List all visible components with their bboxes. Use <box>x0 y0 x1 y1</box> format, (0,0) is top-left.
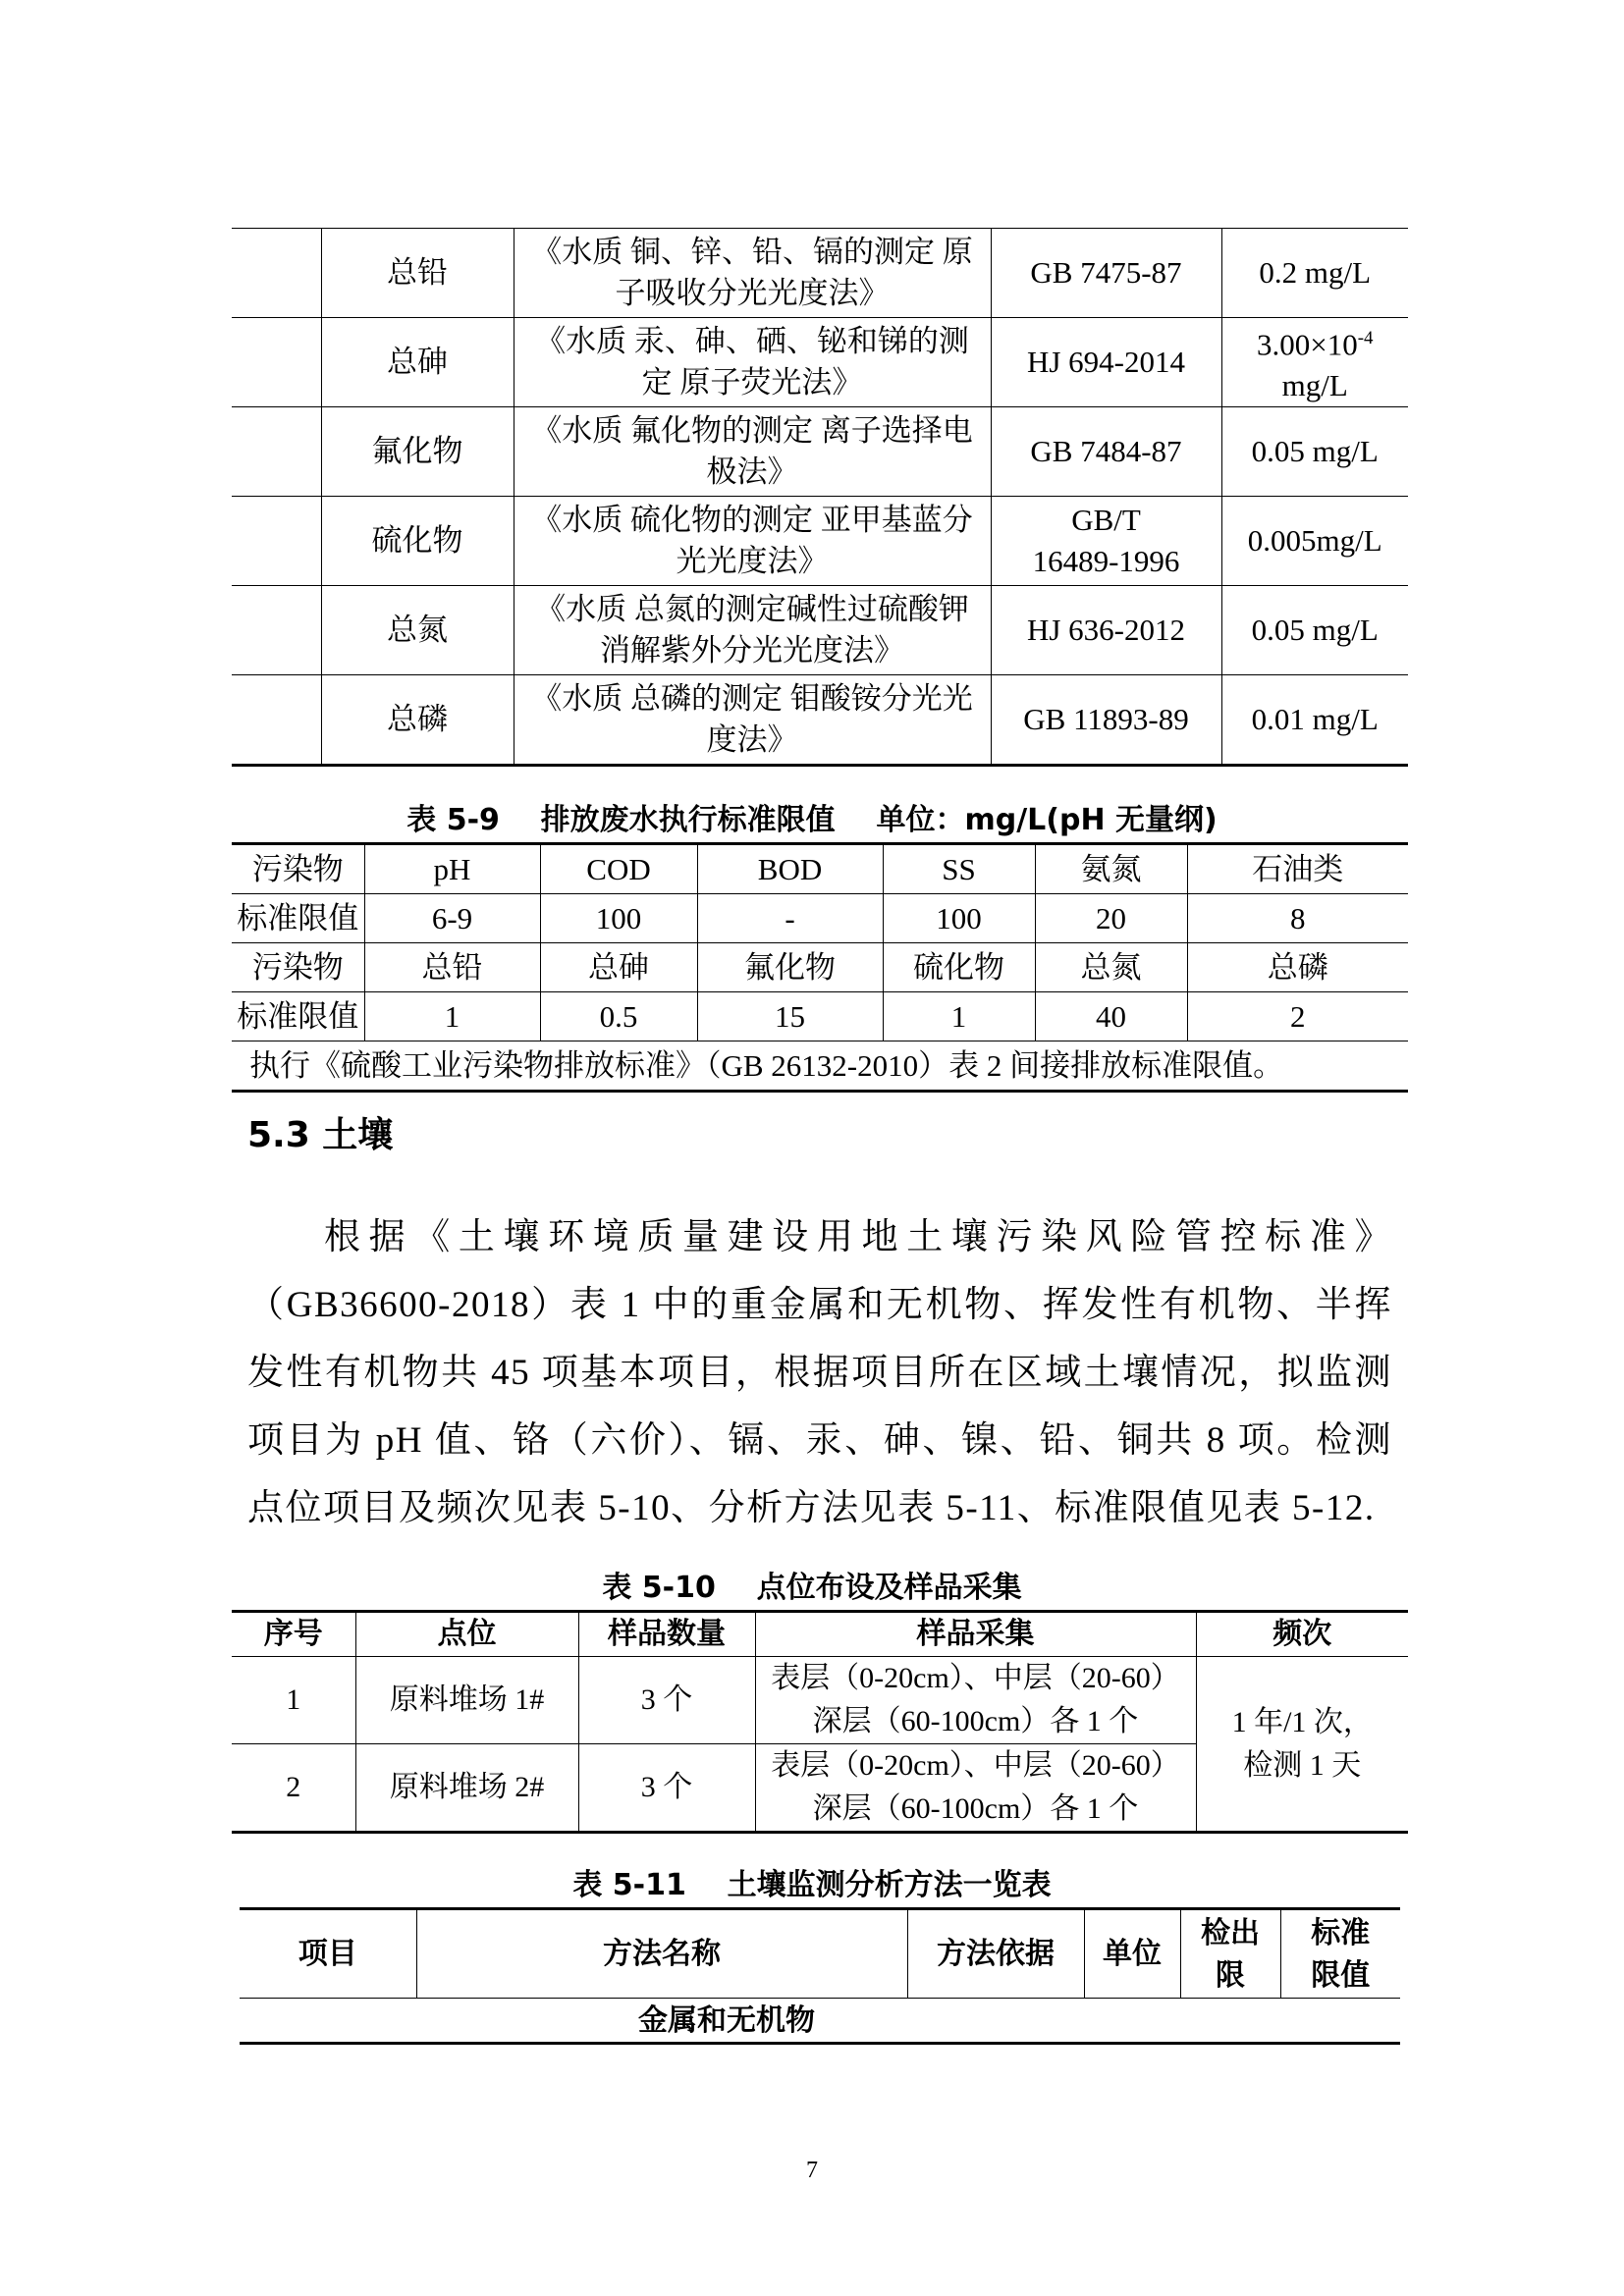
table-row: 2 原料堆场 2# 3 个 表层（0-20cm）、中层（20-60） 深层（60-100cm）各 1 个 <box>232 1744 1408 1833</box>
table-row: 总氮 《水质 总氮的测定碱性过硫酸钾消解紫外分光光度法》 HJ 636-2012 0.05 mg/L <box>232 586 1408 675</box>
table-5-11-caption: 表 5-11 土壤监测分析方法一览表 <box>572 1868 1052 1902</box>
table-row: 标准限值 6-9 100 - 100 20 8 <box>232 894 1408 943</box>
table-note-row: 执行《硫酸工业污染物排放标准》（GB 26132-2010）表 2 间接排放标准限值。 <box>232 1041 1408 1092</box>
table-5-10-caption: 表 5-10 点位布设及样品采集 <box>602 1571 1022 1605</box>
body-paragraph: 根据《土壤环境质量建设用地土壤污染风险管控标准》（GB36600-2018）表 1 中的重金属和无机物、挥发性有机物、半挥发性有机物共 45 项基本项目，根据项目所在区域土壤情况，拟监测项目为 pH 值、铬（六价）、镉、汞、砷、镍、铅、铜共 8 项。检测点位项目及频次见表 5-10、分析方法见表 5-11、标准限值见表 5-12. <box>247 1217 1392 1528</box>
table-row: 总砷 《水质 汞、砷、硒、铋和锑的测定 原子荧光法》 HJ 694-2014 $3.00\times 10^{-4}$ mg/L <box>232 318 1408 407</box>
water-methods-table-continued <box>232 228 1408 767</box>
frequency-cell: 1 年/1 次， 检测 1 天 <box>1196 1657 1408 1833</box>
section-heading: 5.3 土壤 <box>247 1115 394 1155</box>
table-row: 总铅 《水质 铜、锌、铅、镉的测定 原子吸收分光光度法》 GB 7475-87 0.2 mg/L <box>232 229 1408 318</box>
table-group-row: 金属和无机物 <box>240 1999 1400 2044</box>
table-header-row: 项目 方法名称 方法依据 单位 检出 限 标准 限值 <box>240 1909 1400 1999</box>
table-row: 污染物 总铅 总砷 氟化物 硫化物 总氮 总磷 <box>232 943 1408 992</box>
table-5-9 <box>232 842 1408 1093</box>
table-row: 1 原料堆场 1# 3 个 表层（0-20cm）、中层（20-60） 深层（60-100cm）各 1 个 1 年/1 次， 检测 1 天 <box>232 1657 1408 1744</box>
table-row: 硫化物 《水质 硫化物的测定 亚甲基蓝分光光度法》 GB/T 16489-1996 0.005mg/L <box>232 497 1408 586</box>
table-row: 标准限值 1 0.5 15 1 40 2 <box>232 992 1408 1041</box>
page-number: 7 <box>806 2158 818 2183</box>
table-row: 污染物 pH COD BOD SS 氨氮 石油类 <box>232 844 1408 894</box>
table-header-row: 序号 点位 样品数量 样品采集 频次 <box>232 1612 1408 1657</box>
table-5-9-caption: 表 5-9 排放废水执行标准限值 单位：mg/L(pH 无量纲) <box>406 803 1218 837</box>
table-5-11 <box>240 1907 1400 2045</box>
table-5-10 <box>232 1610 1408 1834</box>
table-row: 总磷 《水质 总磷的测定 钼酸铵分光光度法》 GB 11893-89 0.01 mg/L <box>232 675 1408 766</box>
table-row: 氟化物 《水质 氟化物的测定 离子选择电极法》 GB 7484-87 0.05 mg/L <box>232 407 1408 497</box>
